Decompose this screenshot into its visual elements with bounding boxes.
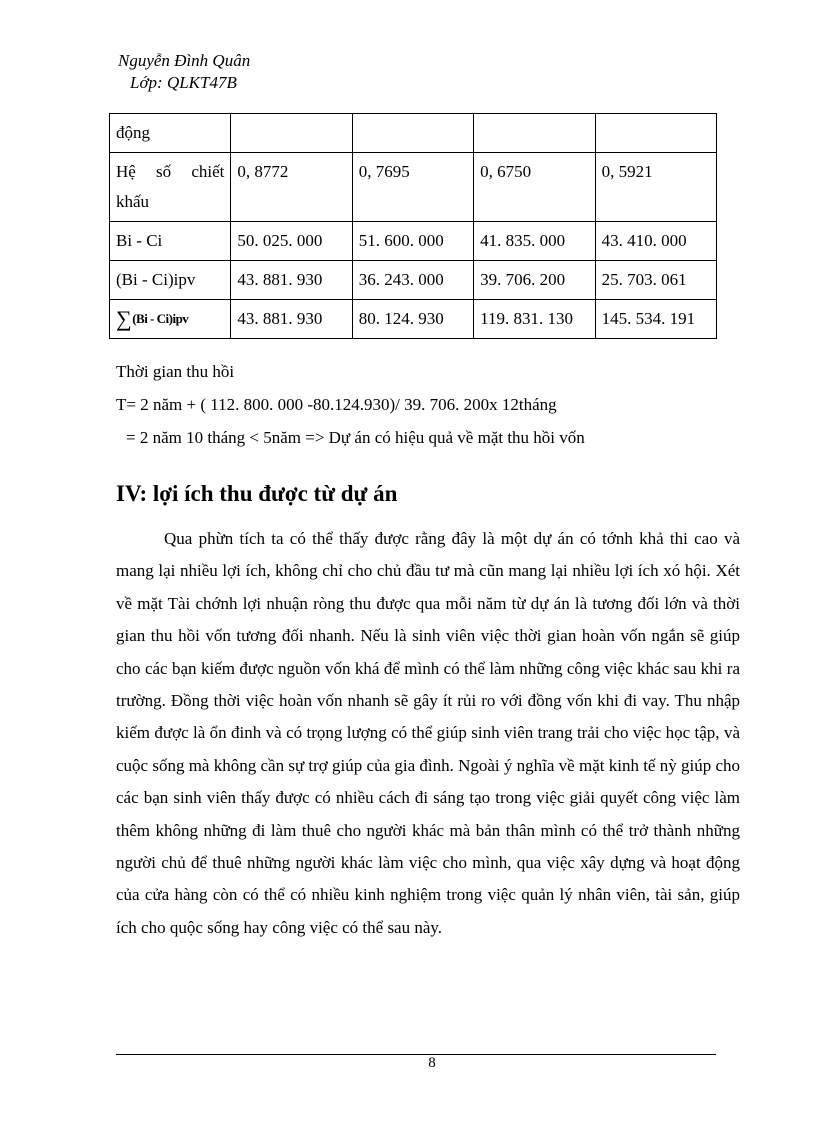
body-paragraph: Qua phừn tích ta có thể thấy được rằng đây là một dự án có tớnh khả thi cao và mang lại nhiều lợi ích, không chỉ cho chủ đầu tư mà cũn mang lại nhiều lợi ích xó hội. Xét về mặt Tài chớnh lợi nhuận ròng thu được qua mỗi năm từ dự án là tương đối lớn và thời gian thu hồi vốn tương đối nhanh. Nếu là sinh viên việc thời gian hoàn vốn ngắn sẽ giúp cho các bạn kiếm được nguồn vốn khá để mình có thể làm những công việc khác sau khi ra trường. Đồng thời việc hoàn vốn nhanh sẽ gây ít rủi ro với đồng vốn khi đi vay. Thu nhập kiếm được là ổn đinh và có trọng lượng có thể giúp sinh viên trang trải cho việc học tập, và cuộc sống mà không cần sự trợ giúp của gia đình. Ngoài ý nghĩa về mặt kinh tế nỳ giúp cho các bạn sinh viên thấy được có nhiều cách đi sáng tạo trong việc giải quyết công việc làm thêm không những đi làm thuê cho người khác mà bản thân mình có thể trở thành những người chủ để thuê những người khác làm việc cho mình, qua việc xây dựng và hoạt động của cửa hàng còn có thể có nhiều kinh nghiệm trong việc quản lý nhân viên, tài sản, giúp ích cho quộc sống hay công việc có thể sau này. <box>116 529 740 937</box>
table-cell <box>595 114 716 153</box>
row-label-word: số <box>156 162 172 181</box>
table-cell: 41. 835. 000 <box>474 222 595 261</box>
table-cell: 51. 600. 000 <box>352 222 473 261</box>
table-row <box>110 222 717 261</box>
sum-label-text: (Bi - Ci)ipv <box>132 311 189 326</box>
row-label-word: Hệ <box>116 162 136 181</box>
table-cell <box>352 114 473 153</box>
row-label-word: khấu <box>116 192 150 211</box>
table-cell: 145. 534. 191 <box>595 300 716 339</box>
row-label: (Bi - Ci)ipv <box>110 261 231 300</box>
table-cell: 80. 124. 930 <box>352 300 473 339</box>
sigma-symbol: ∑ <box>116 306 132 331</box>
table-cell <box>474 114 595 153</box>
page-header <box>118 50 250 94</box>
table-cell: 43. 410. 000 <box>595 222 716 261</box>
table-cell: 50. 025. 000 <box>231 222 352 261</box>
row-label: động <box>110 114 231 153</box>
calc-line: = 2 năm 10 tháng < 5năm => Dự án có hiệu quả về mặt thu hồi vốn <box>126 428 585 447</box>
author-name: Nguyễn Đình Quân <box>118 51 251 70</box>
table-row <box>110 261 717 300</box>
row-label-word: chiết <box>191 162 225 181</box>
table-cell: 43. 881. 930 <box>231 300 352 339</box>
payback-calculation <box>116 355 585 454</box>
table-row <box>110 153 717 222</box>
calc-line: Thời gian thu hồi <box>116 362 235 381</box>
row-label <box>110 153 231 222</box>
calc-line: T= 2 năm + ( 112. 800. 000 -80.124.930)/ 39. 706. 200x 12tháng <box>116 395 557 414</box>
table-cell: 0, 8772 <box>231 153 352 222</box>
section-title: IV: lợi ích thu được từ dự án <box>116 481 398 506</box>
table-cell: 39. 706. 200 <box>474 261 595 300</box>
table-cell: 119. 831. 130 <box>474 300 595 339</box>
table-cell <box>231 114 352 153</box>
table-cell: 0, 6750 <box>474 153 595 222</box>
class-name: Lớp: QLKT47B <box>130 73 237 92</box>
table-cell: 36. 243. 000 <box>352 261 473 300</box>
table-row <box>110 114 717 153</box>
table-row <box>110 300 717 339</box>
row-label: Bi - Ci <box>110 222 231 261</box>
table-cell: 25. 703. 061 <box>595 261 716 300</box>
cash-flow-table <box>109 113 717 339</box>
table-cell: 43. 881. 930 <box>231 261 352 300</box>
table-cell: 0, 5921 <box>595 153 716 222</box>
row-label <box>110 300 231 339</box>
page-number: 8 <box>428 1055 436 1071</box>
table-cell: 0, 7695 <box>352 153 473 222</box>
